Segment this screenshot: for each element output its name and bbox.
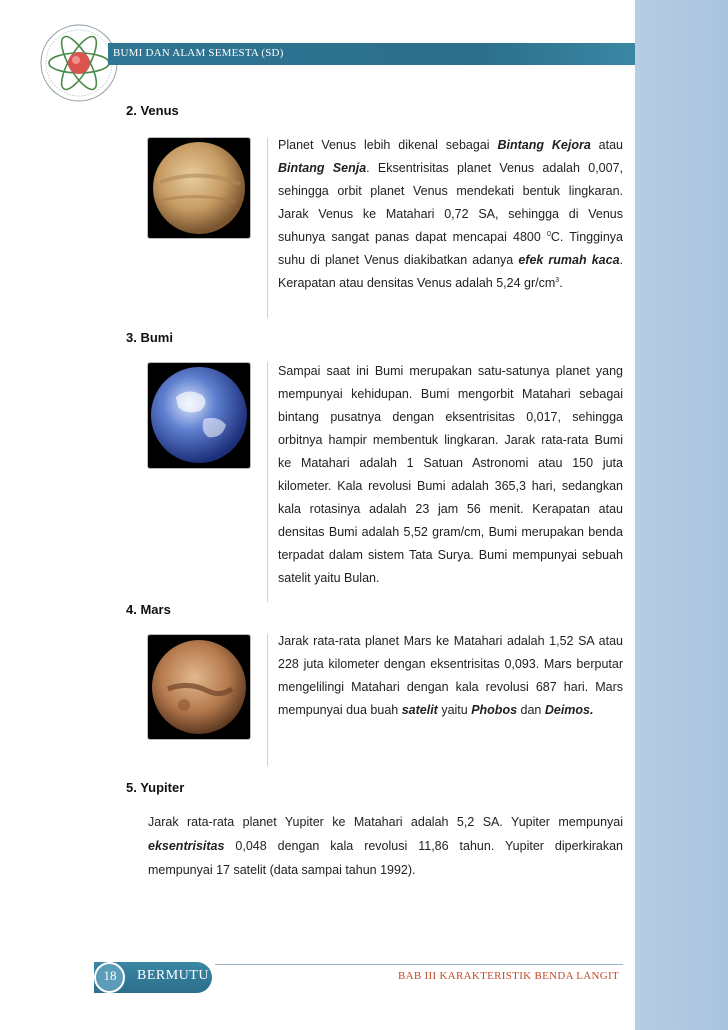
- text-run: Sampai saat ini Bumi merupakan satu-satunya planet yang mempunyai kehidupan. Bumi mengorbit Matahari sebagai bintang pusatnya dengan eksentrisitas 0,017, sehingga orbitnya hampir membentuk lingkaran. Jarak rata-rata Bumi ke Matahari adalah 1 Satuan Astronomi atau 150 juta kilometer. Kala revolusi Bumi adalah 365,3 hari, sedangkan kala rotasinya adalah 23 jam 56 menit. Kerapatan atau densitas Bumi adalah 5,52 gram/cm, Bumi merupakan benda terpadat dalam sistem Tata Surya. Bumi mempunyai sebuah satelit yaitu Bulan.: [278, 364, 623, 585]
- mars-paragraph: [278, 630, 623, 722]
- earth-photo: [148, 363, 250, 468]
- emphasis-text: Phobos: [471, 703, 518, 717]
- footer-chapter-title: BAB III KARAKTERISTIK BENDA LANGIT: [398, 970, 620, 982]
- emphasis-text: satelit: [401, 703, 438, 717]
- text-run: dan: [517, 703, 545, 717]
- text-run: Jarak rata-rata planet Yupiter ke Matahari adalah 5,2 SA. Yupiter mempunyai: [148, 815, 623, 829]
- text-run: 0,048 dengan kala revolusi 11,86 tahun. Yupiter diperkirakan mempunyai 17 satelit (data sampai tahun 1992).: [148, 839, 623, 877]
- text-run: .: [559, 276, 563, 290]
- text-run: atau: [590, 138, 623, 152]
- text-run: . Eksentrisitas planet Venus adalah 0,007, sehingga orbit planet Venus mendekati bentuk lingkaran. Jarak Venus ke Matahari 0,72 SA, sehingga di Venus suhunya sangat panas dapat mencapai 4800: [278, 161, 623, 244]
- superscript-text: 0: [546, 230, 551, 238]
- side-color-band: [635, 0, 728, 1030]
- text-run: yaitu: [437, 703, 472, 717]
- divider-line: [267, 634, 268, 766]
- text-run: C. Tingginya suhu di planet Venus diakibatkan adanya: [278, 230, 623, 267]
- mars-photo: [148, 635, 250, 739]
- text-run: . Kerapatan atau densitas Venus adalah 5,24 gr/cm: [278, 253, 624, 290]
- emphasis-text: efek rumah kaca: [518, 253, 620, 267]
- header-title: BUMI DAN ALAM SEMESTA (SD): [113, 47, 284, 59]
- emphasis-text: Deimos.: [544, 703, 594, 717]
- section-heading-yupiter: 5. Yupiter: [126, 780, 185, 795]
- venus-photo: [148, 138, 250, 238]
- divider-line: [267, 362, 268, 602]
- footer-left-label: BERMUTU: [137, 968, 209, 983]
- section-heading-bumi: 3. Bumi: [126, 330, 173, 345]
- bumi-paragraph: [278, 360, 623, 590]
- divider-line: [267, 138, 268, 318]
- text-run: Jarak rata-rata planet Mars ke Matahari adalah 1,52 SA atau 228 juta kilometer dengan eksentrisitas 0,093. Mars berputar mengelilingi Matahari dengan kala revolusi 687 hari. Mars mempunyai dua buah: [278, 634, 623, 717]
- section-heading-venus: 2. Venus: [126, 103, 179, 118]
- emphasis-text: Bintang Senja: [278, 161, 367, 175]
- section-heading-mars: 4. Mars: [126, 602, 171, 617]
- emphasis-text: Bintang Kejora: [497, 138, 591, 152]
- text-run: Planet Venus lebih dikenal sebagai: [278, 138, 498, 152]
- footer-rule: [215, 964, 623, 965]
- emphasis-text: eksentrisitas: [148, 839, 225, 853]
- superscript-text: 3: [555, 276, 560, 284]
- page-number: 18: [103, 968, 117, 983]
- venus-paragraph: [278, 134, 623, 295]
- yupiter-paragraph: [148, 810, 623, 882]
